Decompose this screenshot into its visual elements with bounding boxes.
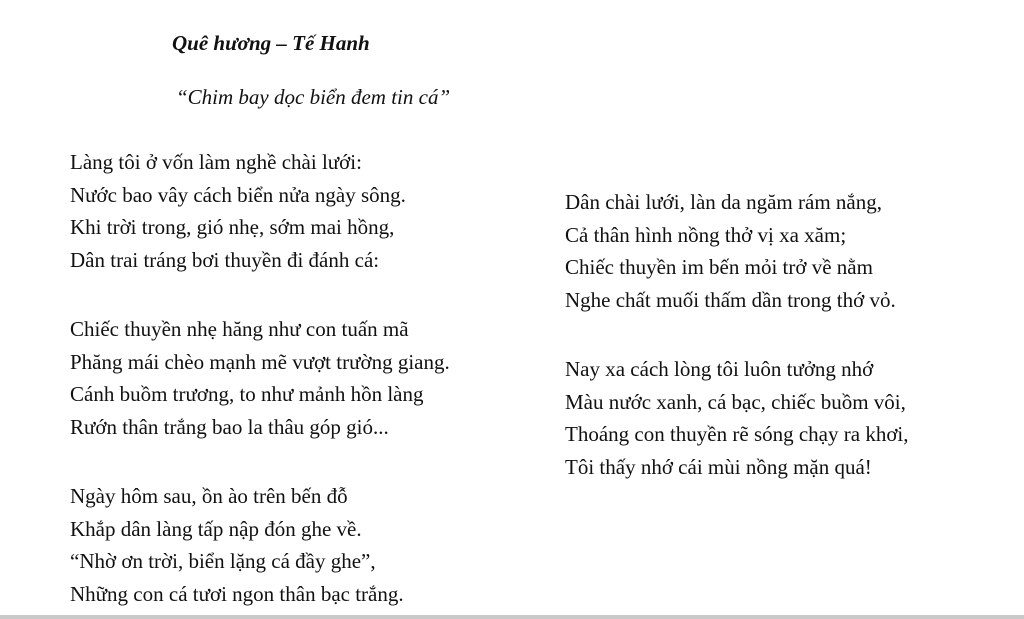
poem-line: Làng tôi ở vốn làm nghề chài lưới: <box>70 150 362 174</box>
bottom-divider <box>0 615 1024 619</box>
stanza-5 <box>565 353 909 483</box>
poem-title: Quê hương – Tế Hanh <box>172 31 370 55</box>
poem-line: Phăng mái chèo mạnh mẽ vượt trường giang. <box>70 349 450 374</box>
poem-line: Cánh buồm trương, to như mảnh hồn làng <box>70 382 424 406</box>
poem-line: Nay xa cách lòng tôi luôn tưởng nhớ <box>565 357 874 381</box>
stanza-4 <box>565 186 896 316</box>
poem-line: Cả thân hình nồng thở vị xa xăm; <box>565 222 847 247</box>
poem-line: Thoáng con thuyền rẽ sóng chạy ra khơi, <box>565 422 909 446</box>
stanza-1 <box>70 146 406 276</box>
poem-line: Tôi thấy nhớ cái mùi nồng mặn quá! <box>565 454 872 479</box>
poem-line: Nghe chất muối thấm dần trong thớ vỏ. <box>565 287 896 312</box>
poem-line: Chiếc thuyền im bến mỏi trở về nằm <box>565 255 873 279</box>
poem-line: Ngày hôm sau, ồn ào trên bến đỗ <box>70 484 348 508</box>
poem-line: Khắp dân làng tấp nập đón ghe về. <box>70 516 362 541</box>
poem-line: Rướn thân trắng bao la thâu góp gió... <box>70 414 389 439</box>
poem-epigraph: “Chim bay dọc biển đem tin cá” <box>176 85 451 109</box>
poem-line: Những con cá tươi ngon thân bạc trắng. <box>70 581 404 606</box>
stanza-3 <box>70 480 404 610</box>
poem-line: Chiếc thuyền nhẹ hăng như con tuấn mã <box>70 317 409 341</box>
poem-line: Dân chài lưới, làn da ngăm rám nắng, <box>565 190 882 214</box>
stanza-2 <box>70 313 450 443</box>
poem-line: Nước bao vây cách biển nửa ngày sông. <box>70 182 406 207</box>
poem-line: “Nhờ ơn trời, biển lặng cá đầy ghe”, <box>70 549 376 573</box>
poem-line: Dân trai tráng bơi thuyền đi đánh cá: <box>70 247 380 272</box>
poem-line: Màu nước xanh, cá bạc, chiếc buồm vôi, <box>565 389 906 414</box>
poem-line: Khi trời trong, gió nhẹ, sớm mai hồng, <box>70 215 395 239</box>
